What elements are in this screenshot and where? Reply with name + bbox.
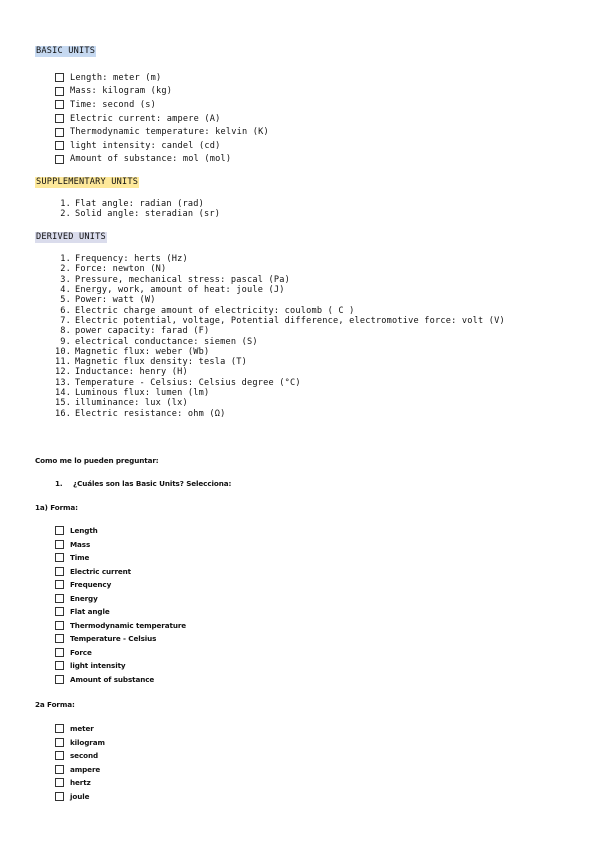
- checkbox[interactable]: [55, 778, 64, 787]
- derived-unit-item-number: 15.: [55, 398, 72, 409]
- derived-unit-item-text: Magnetic flux: weber (Wb): [75, 346, 210, 357]
- supplementary-units-list: [55, 199, 220, 220]
- checkbox[interactable]: [55, 540, 64, 549]
- derived-unit-item-number: 2.: [60, 264, 71, 275]
- checkbox[interactable]: [55, 553, 64, 562]
- basic-unit-item-label: Length: meter (m): [70, 72, 162, 83]
- checkbox[interactable]: [55, 526, 64, 535]
- derived-unit-item: [55, 305, 505, 315]
- basic-units-list: [55, 71, 269, 166]
- derived-unit-item-number: 7.: [60, 315, 71, 326]
- question-1: [55, 479, 231, 488]
- form-2-option: [55, 790, 105, 804]
- derived-unit-item-text: Frequency: herts (Hz): [75, 254, 188, 265]
- checkbox[interactable]: [55, 114, 64, 123]
- supplementary-units-heading: SUPPLEMENTARY UNITS: [36, 177, 139, 187]
- derived-unit-item-text: Power: watt (W): [75, 295, 156, 306]
- checkbox[interactable]: [55, 141, 64, 150]
- derived-unit-item: [55, 357, 505, 367]
- derived-unit-item-text: power capacity: farad (F): [75, 326, 210, 337]
- derived-unit-item: [55, 378, 505, 388]
- derived-unit-item-text: Force: newton (N): [75, 264, 167, 275]
- checkbox[interactable]: [55, 594, 64, 603]
- checkbox[interactable]: [55, 155, 64, 164]
- derived-unit-item: [55, 388, 505, 398]
- form-1-option: [55, 551, 186, 565]
- basic-unit-item: [55, 98, 269, 112]
- derived-unit-item-text: Energy, work, amount of heat: joule (J): [75, 285, 285, 296]
- form-1-option-label: Energy: [70, 593, 98, 603]
- derived-unit-item: [55, 295, 505, 305]
- supplementary-unit-item-number: 1.: [60, 199, 71, 210]
- derived-unit-item-number: 3.: [60, 274, 71, 285]
- derived-unit-item: [55, 316, 505, 326]
- form-1-option-label: Mass: [70, 539, 91, 549]
- supplementary-unit-item: [55, 199, 220, 209]
- checkbox[interactable]: [55, 661, 64, 670]
- form-1-option-label: Thermodynamic temperature: [70, 620, 187, 630]
- checkbox[interactable]: [55, 634, 64, 643]
- form-1-option: [55, 659, 186, 673]
- question-1-text: ¿Cuáles son las Basic Units? Selecciona:: [73, 479, 232, 488]
- derived-unit-item-number: 6.: [60, 305, 71, 316]
- derived-unit-item-number: 8.: [60, 326, 71, 337]
- derived-unit-item-text: Electric charge amount of electricity: coulomb ( C ): [75, 305, 355, 316]
- form-1-option: [55, 524, 186, 538]
- derived-unit-item: [55, 347, 505, 357]
- derived-unit-item-text: electrical conductance: siemen (S): [75, 336, 258, 347]
- supplementary-unit-item: [55, 209, 220, 219]
- form-1-option: [55, 565, 186, 579]
- form-1-options: [55, 524, 186, 686]
- form-2-option-label: kilogram: [70, 737, 105, 747]
- basic-unit-item-label: Mass: kilogram (kg): [70, 86, 173, 97]
- form-1-option: [55, 632, 186, 646]
- derived-unit-item: [55, 285, 505, 295]
- checkbox[interactable]: [55, 87, 64, 96]
- form-2-option: [55, 722, 105, 736]
- form-2-option-label: ampere: [70, 764, 101, 774]
- derived-unit-item: [55, 367, 505, 377]
- form-1-option-label: Length: [70, 526, 98, 536]
- basic-unit-item-label: Time: second (s): [70, 99, 156, 110]
- basic-unit-item: [55, 125, 269, 139]
- form-2-option: [55, 763, 105, 777]
- basic-unit-item-label: Thermodynamic temperature: kelvin (K): [70, 127, 269, 138]
- question-1-number: 1.: [55, 479, 63, 488]
- form-2-option: [55, 749, 105, 763]
- checkbox[interactable]: [55, 607, 64, 616]
- form-1-option-label: Flat angle: [70, 607, 110, 617]
- supplementary-unit-item-text: Flat angle: radian (rad): [75, 199, 204, 210]
- derived-unit-item-number: 5.: [60, 295, 71, 306]
- derived-unit-item: [55, 408, 505, 418]
- derived-unit-item-text: Electric resistance: ohm (Ω): [75, 408, 226, 419]
- derived-unit-item-text: Temperature - Celsius: Celsius degree (°C): [75, 377, 301, 388]
- form-1-option: [55, 673, 186, 687]
- form-1-option: [55, 605, 186, 619]
- checkbox[interactable]: [55, 73, 64, 82]
- derived-unit-item-number: 12.: [55, 367, 72, 378]
- checkbox[interactable]: [55, 648, 64, 657]
- derived-unit-item-number: 11.: [55, 357, 72, 368]
- form-1-option: [55, 619, 186, 633]
- form-2-option-label: second: [70, 751, 99, 761]
- form-1-option-label: Temperature - Celsius: [70, 634, 157, 644]
- form-1-option-label: light intensity: [70, 661, 126, 671]
- checkbox[interactable]: [55, 765, 64, 774]
- derived-unit-item-text: Magnetic flux density: tesla (T): [75, 357, 247, 368]
- checkbox[interactable]: [55, 100, 64, 109]
- basic-unit-item: [55, 85, 269, 99]
- derived-unit-item: [55, 398, 505, 408]
- form-1-label: 1a) Forma:: [35, 503, 78, 512]
- basic-unit-item: [55, 112, 269, 126]
- derived-unit-item: [55, 264, 505, 274]
- derived-unit-item-text: Electric potential, voltage, Potential difference, electromotive force: volt (V): [75, 315, 505, 326]
- basic-unit-item: [55, 153, 269, 167]
- form-2-option-label: joule: [70, 791, 90, 801]
- checkbox[interactable]: [55, 738, 64, 747]
- derived-unit-item-number: 10.: [55, 346, 72, 357]
- supplementary-unit-item-text: Solid angle: steradian (sr): [75, 209, 221, 220]
- derived-unit-item-number: 4.: [60, 285, 71, 296]
- derived-unit-item: [55, 275, 505, 285]
- form-1-option: [55, 538, 186, 552]
- form-1-option-label: Force: [70, 647, 92, 657]
- derived-unit-item-text: Inductance: henry (H): [75, 367, 188, 378]
- form-1-option-label: Amount of substance: [70, 674, 155, 684]
- derived-unit-item-number: 14.: [55, 388, 72, 398]
- form-2-option-label: meter: [70, 724, 94, 734]
- basic-unit-item: [55, 71, 269, 85]
- form-2-option: [55, 776, 105, 790]
- basic-unit-item-label: light intensity: candel (cd): [70, 140, 221, 151]
- derived-units-list: [55, 254, 505, 419]
- derived-unit-item-number: 9.: [60, 336, 71, 347]
- form-2-option-label: hertz: [70, 778, 91, 788]
- basic-units-heading: BASIC UNITS: [36, 46, 96, 56]
- derived-unit-item: [55, 336, 505, 346]
- basic-unit-item-label: Electric current: ampere (A): [70, 113, 221, 124]
- derived-unit-item: [55, 254, 505, 264]
- checkbox[interactable]: [55, 724, 64, 733]
- checkbox[interactable]: [55, 567, 64, 576]
- derived-unit-item: [55, 326, 505, 336]
- form-1-option: [55, 578, 186, 592]
- checkbox[interactable]: [55, 751, 64, 760]
- derived-unit-item-text: Pressure, mechanical stress: pascal (Pa): [75, 274, 290, 285]
- form-1-option: [55, 592, 186, 606]
- form-1-option-label: Electric current: [70, 566, 132, 576]
- derived-unit-item-number: 13.: [55, 377, 72, 388]
- derived-unit-item-text: illuminance: lux (lx): [75, 398, 188, 409]
- derived-unit-item-number: 1.: [60, 254, 71, 265]
- checkbox[interactable]: [55, 128, 64, 137]
- form-1-option: [55, 646, 186, 660]
- form-2-option: [55, 736, 105, 750]
- form-1-option-label: Frequency: [70, 580, 112, 590]
- basic-unit-item-label: Amount of substance: mol (mol): [70, 154, 232, 165]
- supplementary-unit-item-number: 2.: [60, 209, 71, 220]
- questions-intro: Como me lo pueden preguntar:: [35, 456, 159, 465]
- derived-units-heading: DERIVED UNITS: [36, 232, 106, 242]
- checkbox[interactable]: [55, 792, 64, 801]
- checkbox[interactable]: [55, 621, 64, 630]
- derived-unit-item-text: Luminous flux: lumen (lm): [75, 388, 210, 398]
- derived-unit-item-number: 16.: [55, 408, 72, 419]
- checkbox[interactable]: [55, 675, 64, 684]
- form-2-label: 2a Forma:: [35, 700, 75, 709]
- basic-unit-item: [55, 139, 269, 153]
- checkbox[interactable]: [55, 580, 64, 589]
- form-2-options: [55, 722, 105, 803]
- form-1-option-label: Time: [70, 553, 90, 563]
